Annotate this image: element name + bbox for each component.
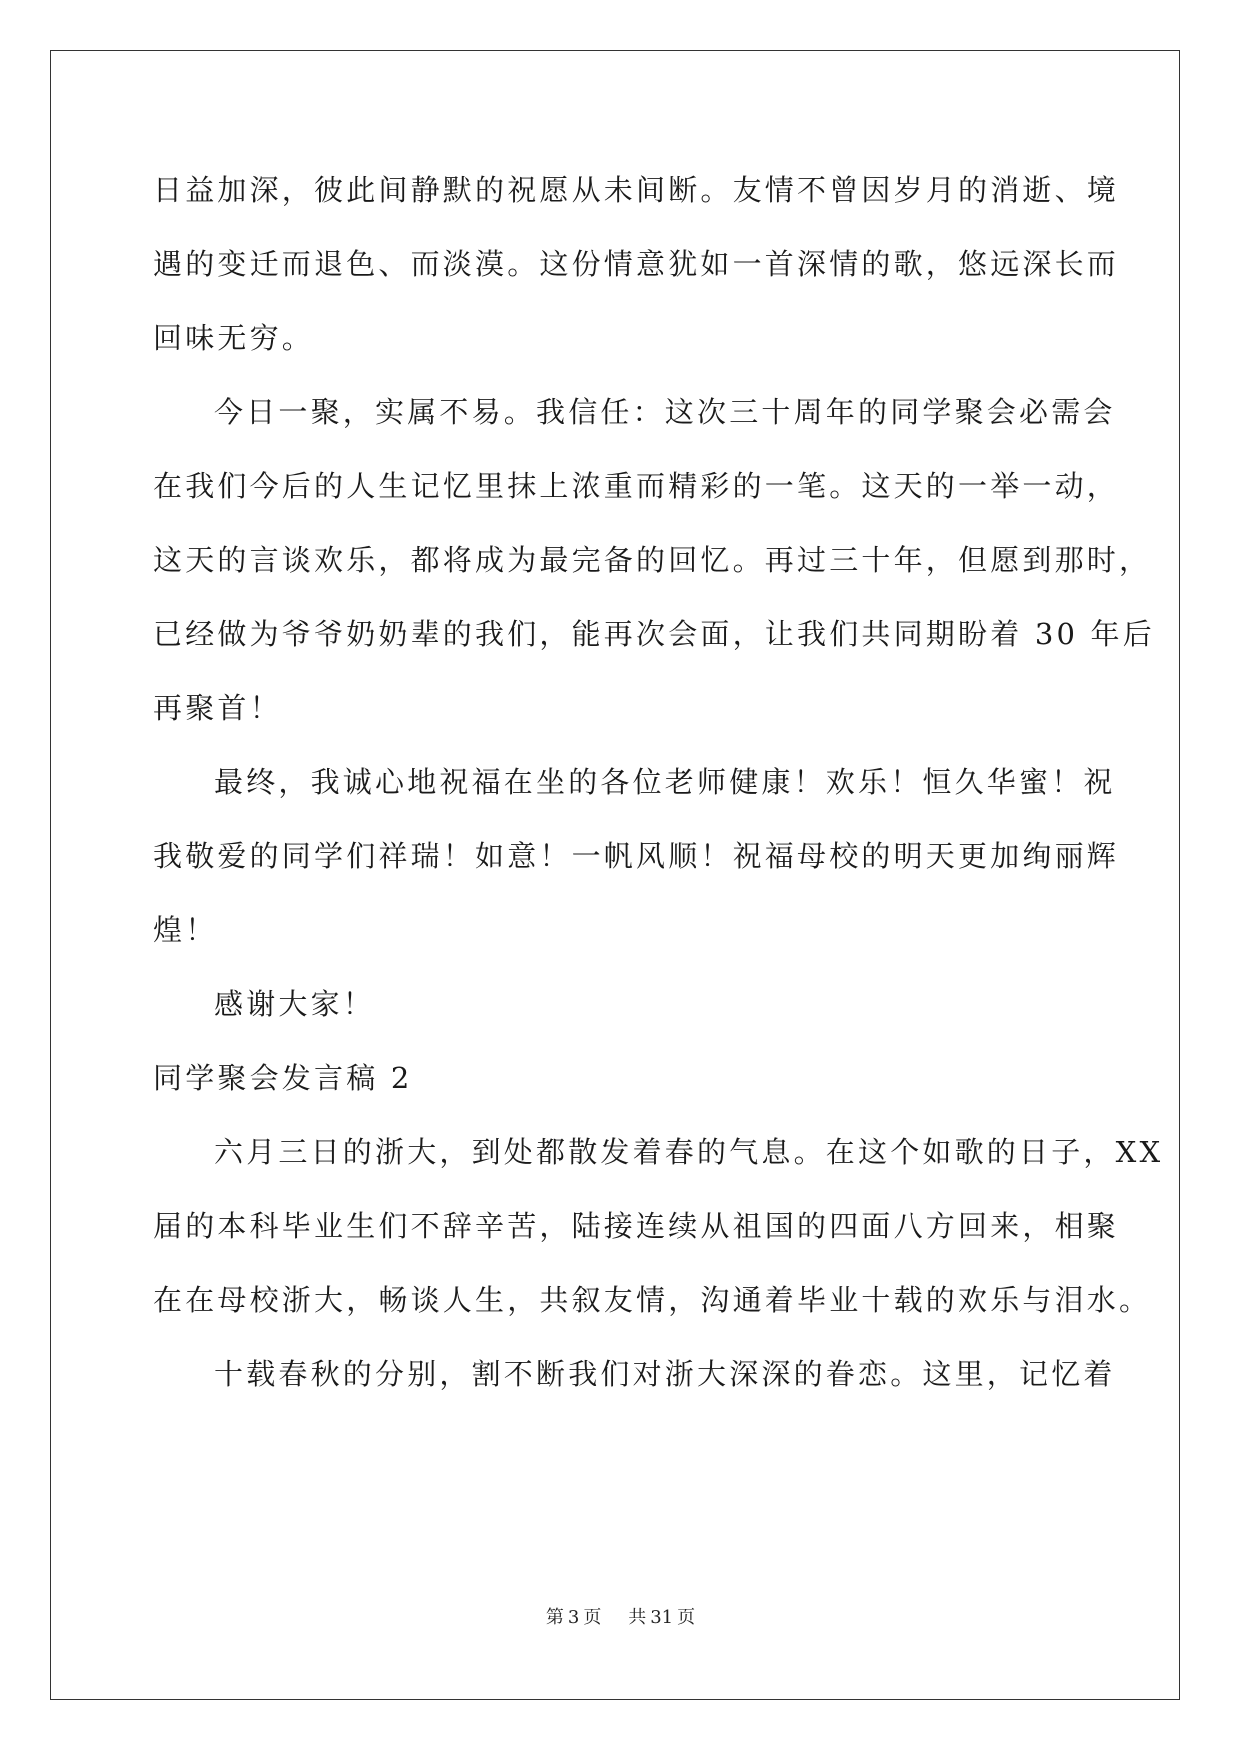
text-line: 已经做为爷爷奶奶辈的我们，能再次会面，让我们共同期盼着 30 年后	[153, 617, 1155, 651]
text-line: 再聚首！	[153, 691, 282, 725]
text-line: 在我们今后的人生记忆里抹上浓重而精彩的一笔。这天的一举一动，	[153, 469, 1120, 503]
footer-total-suffix: 页	[677, 1607, 696, 1628]
page-footer	[0, 1606, 1241, 1630]
text-line: 在在母校浙大，畅谈人生，共叙友情，沟通着毕业十载的欢乐与泪水。	[153, 1283, 1152, 1317]
text-line: 六月三日的浙大，到处都散发着春的气息。在这个如歌的日子，XX	[214, 1135, 1164, 1169]
text-line: 我敬爱的同学们祥瑞！如意！一帆风顺！祝福母校的明天更加绚丽辉	[153, 839, 1120, 873]
text-line: 日益加深，彼此间静默的祝愿从未间断。友情不曾因岁月的消逝、境	[153, 173, 1120, 207]
text-line: 今日一聚，实属不易。我信任：这次三十周年的同学聚会必需会	[214, 395, 1116, 429]
footer-total-prefix: 共	[628, 1607, 647, 1628]
text-line: 煌！	[153, 913, 218, 947]
footer-page-number: 3	[567, 1607, 580, 1628]
text-line: 最终，我诚心地祝福在坐的各位老师健康！欢乐！恒久华蜜！祝	[214, 765, 1116, 799]
footer-total-pages: 31	[650, 1607, 674, 1628]
page-border	[50, 50, 1180, 1700]
text-line: 十载春秋的分别，割不断我们对浙大深深的眷恋。这里，记忆着	[214, 1357, 1116, 1391]
text-line: 感谢大家！	[214, 987, 376, 1021]
text-line: 回味无穷。	[153, 321, 315, 355]
text-line: 这天的言谈欢乐，都将成为最完备的回忆。再过三十年，但愿到那时，	[153, 543, 1152, 577]
footer-page-prefix: 第	[545, 1607, 564, 1628]
footer-page-suffix: 页	[583, 1607, 602, 1628]
text-line: 届的本科毕业生们不辞辛苦，陆接连续从祖国的四面八方回来，相聚	[153, 1209, 1120, 1243]
text-line: 遇的变迁而退色、而淡漠。这份情意犹如一首深情的歌，悠远深长而	[153, 247, 1120, 281]
section-heading: 同学聚会发言稿 2	[153, 1061, 413, 1095]
